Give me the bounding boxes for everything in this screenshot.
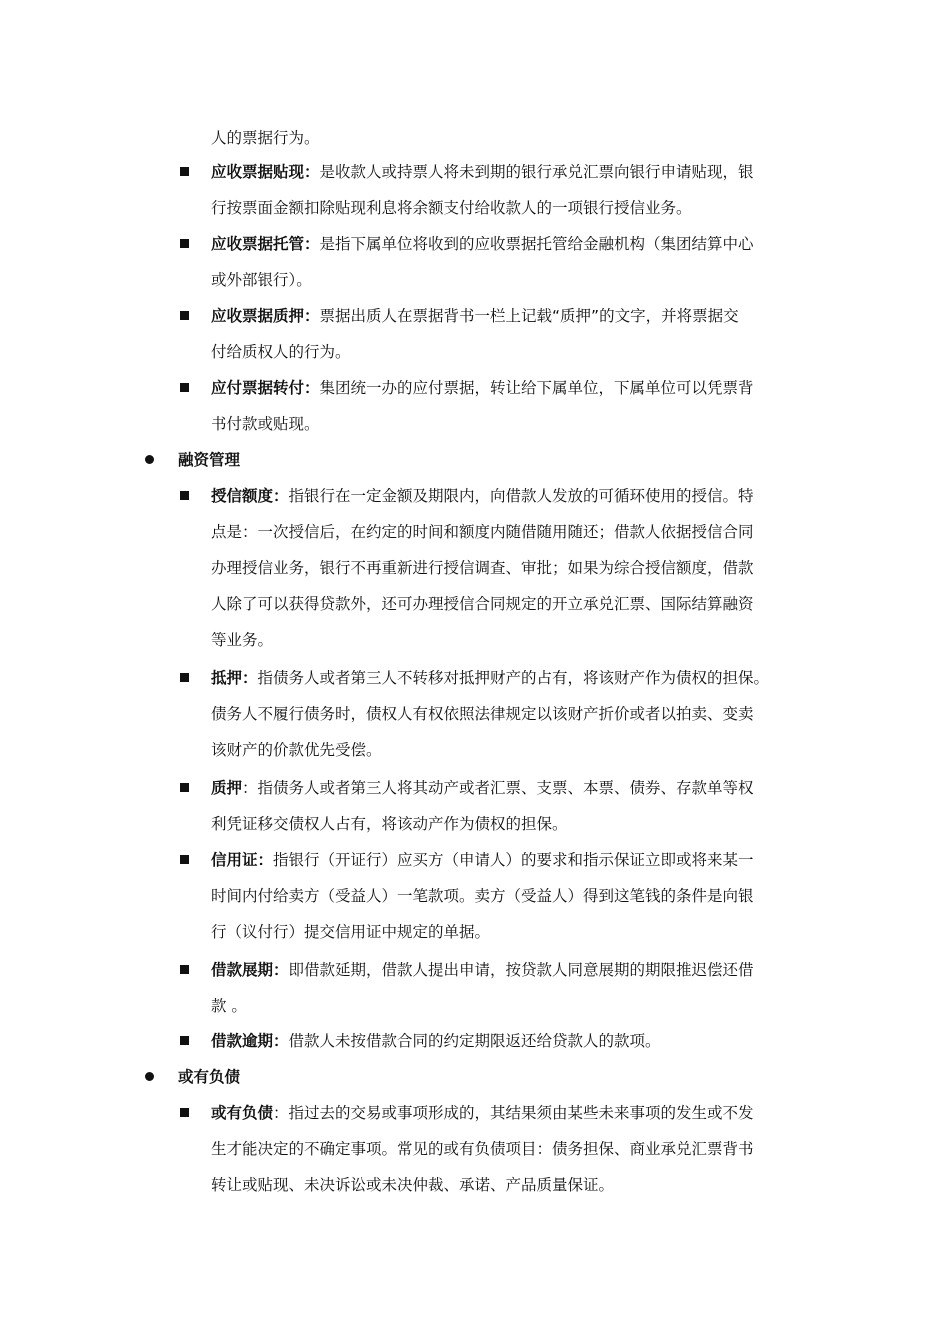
item-text: ：指债务人或者第三人将其动产或者汇票、支票、本票、债券、存款单等权 (242, 779, 754, 797)
square-bullet-icon (180, 239, 189, 248)
list-item (211, 378, 811, 450)
list-item (211, 960, 811, 1032)
item-text: 票据出质人在票据背书一栏上记载“质押”的文字，并将票据交 (319, 307, 739, 325)
item-term: 借款展期： (211, 961, 289, 979)
item-term: 授信额度： (211, 487, 289, 505)
item-text: 利凭证移交债权人占有，将该动产作为债权的担保。 (211, 815, 568, 833)
item-text: 点是：一次授信后，在约定的时间和额度内随借随用随还；借款人依据授信合同 (211, 523, 754, 541)
item-text: 办理授信业务，银行不再重新进行授信调查、审批；如果为综合授信额度，借款 (211, 559, 754, 577)
item-text: 指银行（开证行）应买方（申请人）的要求和指示保证立即或将来某一 (273, 851, 754, 869)
item-text: 即借款延期，借款人提出申请，按贷款人同意展期的期限推迟偿还借 (288, 961, 754, 979)
item-text: 债务人不履行债务时，债权人有权依照法律规定以该财产折价或者以拍卖、变卖 (211, 705, 754, 723)
item-text: 是指下属单位将收到的应收票据托管给金融机构（集团结算中心 (319, 235, 754, 253)
round-bullet-icon (145, 1072, 154, 1081)
item-text: 行（议付行）提交信用证中规定的单据。 (211, 923, 491, 941)
list-item (211, 486, 811, 666)
item-term: 借款逾期： (211, 1032, 289, 1050)
round-bullet-icon (145, 455, 154, 464)
list-item (211, 1031, 811, 1067)
list-item (211, 850, 811, 958)
item-text: ：指过去的交易或事项形成的，其结果须由某些未来事项的发生或不发 (273, 1104, 754, 1122)
item-text: 书付款或贴现。 (211, 415, 320, 433)
square-bullet-icon (180, 783, 189, 792)
square-bullet-icon (180, 1108, 189, 1117)
item-text: 集团统一办的应付票据，转让给下属单位，下属单位可以凭票背 (319, 379, 754, 397)
continuation-text: 人的票据行为。 (211, 129, 320, 147)
item-text: 等业务。 (211, 631, 274, 649)
list-item (211, 1103, 811, 1211)
item-term: 或有负债 (211, 1104, 274, 1122)
item-text: 是收款人或持票人将未到期的银行承兑汇票向银行申请贴现，银 (319, 163, 754, 181)
item-text: 指债务人或者第三人不转移对抵押财产的占有，将该财产作为债权的担保。 (257, 669, 770, 687)
list-item (211, 234, 811, 306)
item-term: 应收票据质押： (211, 307, 320, 325)
list-item (211, 668, 811, 776)
square-bullet-icon (180, 1036, 189, 1045)
item-text: 生才能决定的不确定事项。常见的或有负债项目：债务担保、商业承兑汇票背书 (211, 1140, 754, 1158)
item-text: 时间内付给卖方（受益人）一笔款项。卖方（受益人）得到这笔钱的条件是向银 (211, 887, 754, 905)
item-term: 应收票据贴现： (211, 163, 320, 181)
section-title: 或有负债 (178, 1068, 241, 1086)
square-bullet-icon (180, 965, 189, 974)
item-text: 借款人未按借款合同的约定期限返还给贷款人的款项。 (288, 1032, 661, 1050)
item-text: 该财产的价款优先受偿。 (211, 741, 382, 759)
item-text: 人除了可以获得贷款外，还可办理授信合同规定的开立承兑汇票、国际结算融资 (211, 595, 754, 613)
list-item (211, 306, 811, 378)
list-item (211, 778, 811, 850)
item-text: 或外部银行）。 (211, 271, 312, 289)
square-bullet-icon (180, 167, 189, 176)
item-term: 质押 (211, 779, 243, 797)
item-text: 指银行在一定金额及期限内，向借款人发放的可循环使用的授信。特 (288, 487, 754, 505)
item-text: 付给质权人的行为。 (211, 343, 351, 361)
item-term: 抵押： (211, 669, 258, 687)
item-text: 转让或贴现、未决诉讼或未决仲裁、承诺、产品质量保证。 (211, 1176, 615, 1194)
item-text: 行按票面金额扣除贴现利息将余额支付给收款人的一项银行授信业务。 (211, 199, 692, 217)
square-bullet-icon (180, 491, 189, 500)
item-term: 应付票据转付： (211, 379, 320, 397)
item-text: 款 。 (211, 997, 247, 1015)
square-bullet-icon (180, 855, 189, 864)
square-bullet-icon (180, 383, 189, 392)
section-title: 融资管理 (178, 451, 241, 469)
item-term: 信用证： (211, 851, 274, 869)
square-bullet-icon (180, 311, 189, 320)
square-bullet-icon (180, 673, 189, 682)
list-item (211, 162, 811, 234)
item-term: 应收票据托管： (211, 235, 320, 253)
